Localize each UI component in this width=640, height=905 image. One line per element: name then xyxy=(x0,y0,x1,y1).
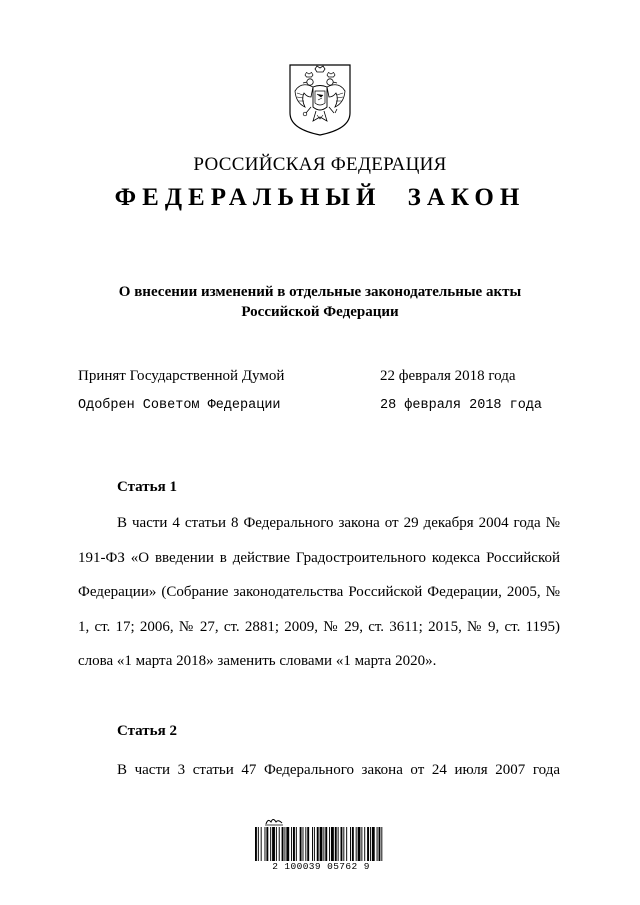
barcode-bar xyxy=(272,827,275,861)
barcode-bar xyxy=(356,827,357,861)
country-name: РОССИЙСКАЯ ФЕДЕРАЦИЯ xyxy=(193,154,447,175)
barcode-bar xyxy=(282,827,284,861)
barcode-bar xyxy=(338,827,339,861)
law-title-line-2: Российской Федерации xyxy=(241,304,399,320)
approved-date: 28 февраля 2018 года xyxy=(380,398,543,413)
barcode-bar xyxy=(320,827,323,861)
barcode-bar xyxy=(270,827,271,861)
barcode-bar xyxy=(307,827,309,861)
barcode-bar xyxy=(317,827,319,861)
barcode-bar xyxy=(343,827,344,861)
barcode-bar xyxy=(291,827,292,861)
barcode-bar xyxy=(261,827,262,861)
barcode-bar xyxy=(255,827,257,861)
adopted-label: Принят Государственной Думой xyxy=(78,368,285,384)
adoption-row-council xyxy=(78,398,548,418)
barcode-bar xyxy=(325,827,327,861)
barcode-bar xyxy=(303,827,304,861)
coat-of-arms-emblem xyxy=(287,63,353,137)
barcode-bar xyxy=(293,827,295,861)
barcode-bar xyxy=(379,827,381,861)
barcode-bar xyxy=(372,827,375,861)
barcode-bar xyxy=(350,827,351,861)
barcode-bar xyxy=(300,827,302,861)
barcode-bar xyxy=(314,827,315,861)
registration-mark-icon xyxy=(264,816,284,826)
article-2-text: В части 3 статьи 47 Федерального закона от 24 июля 2007 года xyxy=(117,762,560,778)
barcode-bar xyxy=(341,827,343,861)
barcode-bar xyxy=(377,827,378,861)
barcode-bar xyxy=(258,827,259,861)
law-title-line-1: О внесении изменений в отдельные законодательные акты xyxy=(118,284,522,300)
barcode-bar xyxy=(329,827,330,861)
barcode-bar xyxy=(364,827,365,861)
article-1-heading: Статья 1 xyxy=(117,479,177,495)
adoption-row-duma xyxy=(78,368,548,388)
law-title xyxy=(60,282,580,322)
barcode-bar xyxy=(335,827,337,861)
barcode-bar xyxy=(331,827,334,861)
barcode-bar xyxy=(361,827,362,861)
barcode-bar xyxy=(276,827,277,861)
barcode-number: 2 100039 05762 9 xyxy=(272,861,370,872)
barcode-bars xyxy=(254,827,384,861)
barcode-bar xyxy=(286,827,289,861)
barcode-bar xyxy=(266,827,268,861)
barcode-bar xyxy=(305,827,306,861)
article-2-heading: Статья 2 xyxy=(117,723,177,739)
barcode-bar xyxy=(352,827,354,861)
barcode xyxy=(246,816,396,880)
article-1-text: В части 4 статьи 8 Федерального закона от 29 декабря 2004 года № 191-ФЗ «О введении в действие Градостроительного кодекса Российской Федерации» (Собрание законодательства Российской Федерации, 2005, № 1, ст. 17; 2006, № 27, ст. 2881; 2009, № 29, ст. 3611; 2015, № 9, ст. 1195) слова «1 марта 2018» заменить словами «1 марта 2020». xyxy=(78,515,560,669)
barcode-bar xyxy=(279,827,280,861)
barcode-bar xyxy=(367,827,369,861)
barcode-bar xyxy=(346,827,347,861)
barcode-bar xyxy=(381,827,382,861)
barcode-bar xyxy=(312,827,313,861)
adopted-date: 22 февраля 2018 года xyxy=(380,368,516,384)
barcode-bar xyxy=(265,827,266,861)
approved-label: Одобрен Советом Федерации xyxy=(78,398,281,413)
barcode-bar xyxy=(370,827,371,861)
barcode-bar xyxy=(358,827,361,861)
barcode-bar xyxy=(323,827,324,861)
document-type: ФЕДЕРАЛЬНЫЙ ЗАКОН xyxy=(114,184,526,211)
barcode-bar xyxy=(284,827,285,861)
barcode-bar xyxy=(296,827,297,861)
